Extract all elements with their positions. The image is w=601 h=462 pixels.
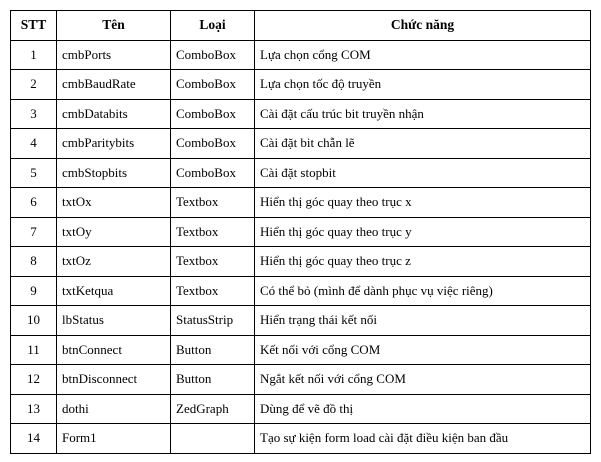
cell-ten: txtOx: [57, 188, 171, 218]
table-row: [11, 306, 591, 336]
cell-ten: cmbBaudRate: [57, 70, 171, 100]
cell-ten: cmbDatabits: [57, 99, 171, 129]
header-row: [11, 11, 591, 41]
cell-chuc-nang: Hiển thị góc quay theo trục y: [255, 217, 591, 247]
cell-stt: 14: [11, 424, 57, 454]
cell-ten: btnDisconnect: [57, 365, 171, 395]
cell-loai: StatusStrip: [171, 306, 255, 336]
cell-loai: Button: [171, 365, 255, 395]
cell-chuc-nang: Kết nối với cổng COM: [255, 335, 591, 365]
cell-loai: Button: [171, 335, 255, 365]
cell-stt: 12: [11, 365, 57, 395]
cell-ten: Form1: [57, 424, 171, 454]
cell-ten: dothi: [57, 394, 171, 424]
table-row: [11, 99, 591, 129]
cell-loai: ComboBox: [171, 40, 255, 70]
cell-stt: 7: [11, 217, 57, 247]
cell-loai: [171, 424, 255, 454]
cell-stt: 8: [11, 247, 57, 277]
cell-ten: txtOz: [57, 247, 171, 277]
cell-loai: ComboBox: [171, 70, 255, 100]
cell-stt: 3: [11, 99, 57, 129]
cell-chuc-nang: Có thể bỏ (mình để dành phục vụ việc riêng): [255, 276, 591, 306]
cell-stt: 10: [11, 306, 57, 336]
cell-ten: btnConnect: [57, 335, 171, 365]
cell-chuc-nang: Cài đặt bit chẵn lẽ: [255, 129, 591, 159]
cell-stt: 9: [11, 276, 57, 306]
cell-chuc-nang: Lựa chọn tốc độ truyền: [255, 70, 591, 100]
cell-loai: ComboBox: [171, 129, 255, 159]
table-row: [11, 424, 591, 454]
table-row: [11, 188, 591, 218]
header-stt: STT: [11, 11, 57, 41]
cell-chuc-nang: Lựa chọn cổng COM: [255, 40, 591, 70]
cell-chuc-nang: Tạo sự kiện form load cài đặt điều kiện ban đầu: [255, 424, 591, 454]
cell-chuc-nang: Hiển thị góc quay theo trục x: [255, 188, 591, 218]
cell-ten: cmbParitybits: [57, 129, 171, 159]
header-ten: Tên: [57, 11, 171, 41]
cell-stt: 2: [11, 70, 57, 100]
controls-table: [10, 10, 591, 454]
cell-loai: ComboBox: [171, 99, 255, 129]
cell-loai: Textbox: [171, 188, 255, 218]
table-body: [11, 40, 591, 453]
cell-chuc-nang: Cài đặt cấu trúc bit truyền nhận: [255, 99, 591, 129]
header-chuc-nang: Chức năng: [255, 11, 591, 41]
cell-loai: Textbox: [171, 247, 255, 277]
cell-chuc-nang: Hiển trạng thái kết nối: [255, 306, 591, 336]
table-row: [11, 365, 591, 395]
cell-loai: Textbox: [171, 217, 255, 247]
table-row: [11, 217, 591, 247]
cell-ten: txtKetqua: [57, 276, 171, 306]
cell-stt: 11: [11, 335, 57, 365]
cell-ten: lbStatus: [57, 306, 171, 336]
cell-stt: 13: [11, 394, 57, 424]
cell-ten: cmbPorts: [57, 40, 171, 70]
cell-ten: txtOy: [57, 217, 171, 247]
cell-chuc-nang: Ngắt kết nối với cổng COM: [255, 365, 591, 395]
cell-loai: Textbox: [171, 276, 255, 306]
table-row: [11, 70, 591, 100]
cell-stt: 4: [11, 129, 57, 159]
cell-stt: 5: [11, 158, 57, 188]
table-row: [11, 158, 591, 188]
cell-stt: 1: [11, 40, 57, 70]
cell-chuc-nang: Hiển thị góc quay theo trục z: [255, 247, 591, 277]
table-row: [11, 276, 591, 306]
cell-chuc-nang: Dùng để vẽ đồ thị: [255, 394, 591, 424]
table-row: [11, 40, 591, 70]
cell-ten: cmbStopbits: [57, 158, 171, 188]
header-loai: Loại: [171, 11, 255, 41]
cell-loai: ComboBox: [171, 158, 255, 188]
table-row: [11, 129, 591, 159]
cell-loai: ZedGraph: [171, 394, 255, 424]
table-row: [11, 247, 591, 277]
table-header: [11, 11, 591, 41]
table-row: [11, 335, 591, 365]
cell-chuc-nang: Cài đặt stopbit: [255, 158, 591, 188]
table-row: [11, 394, 591, 424]
cell-stt: 6: [11, 188, 57, 218]
